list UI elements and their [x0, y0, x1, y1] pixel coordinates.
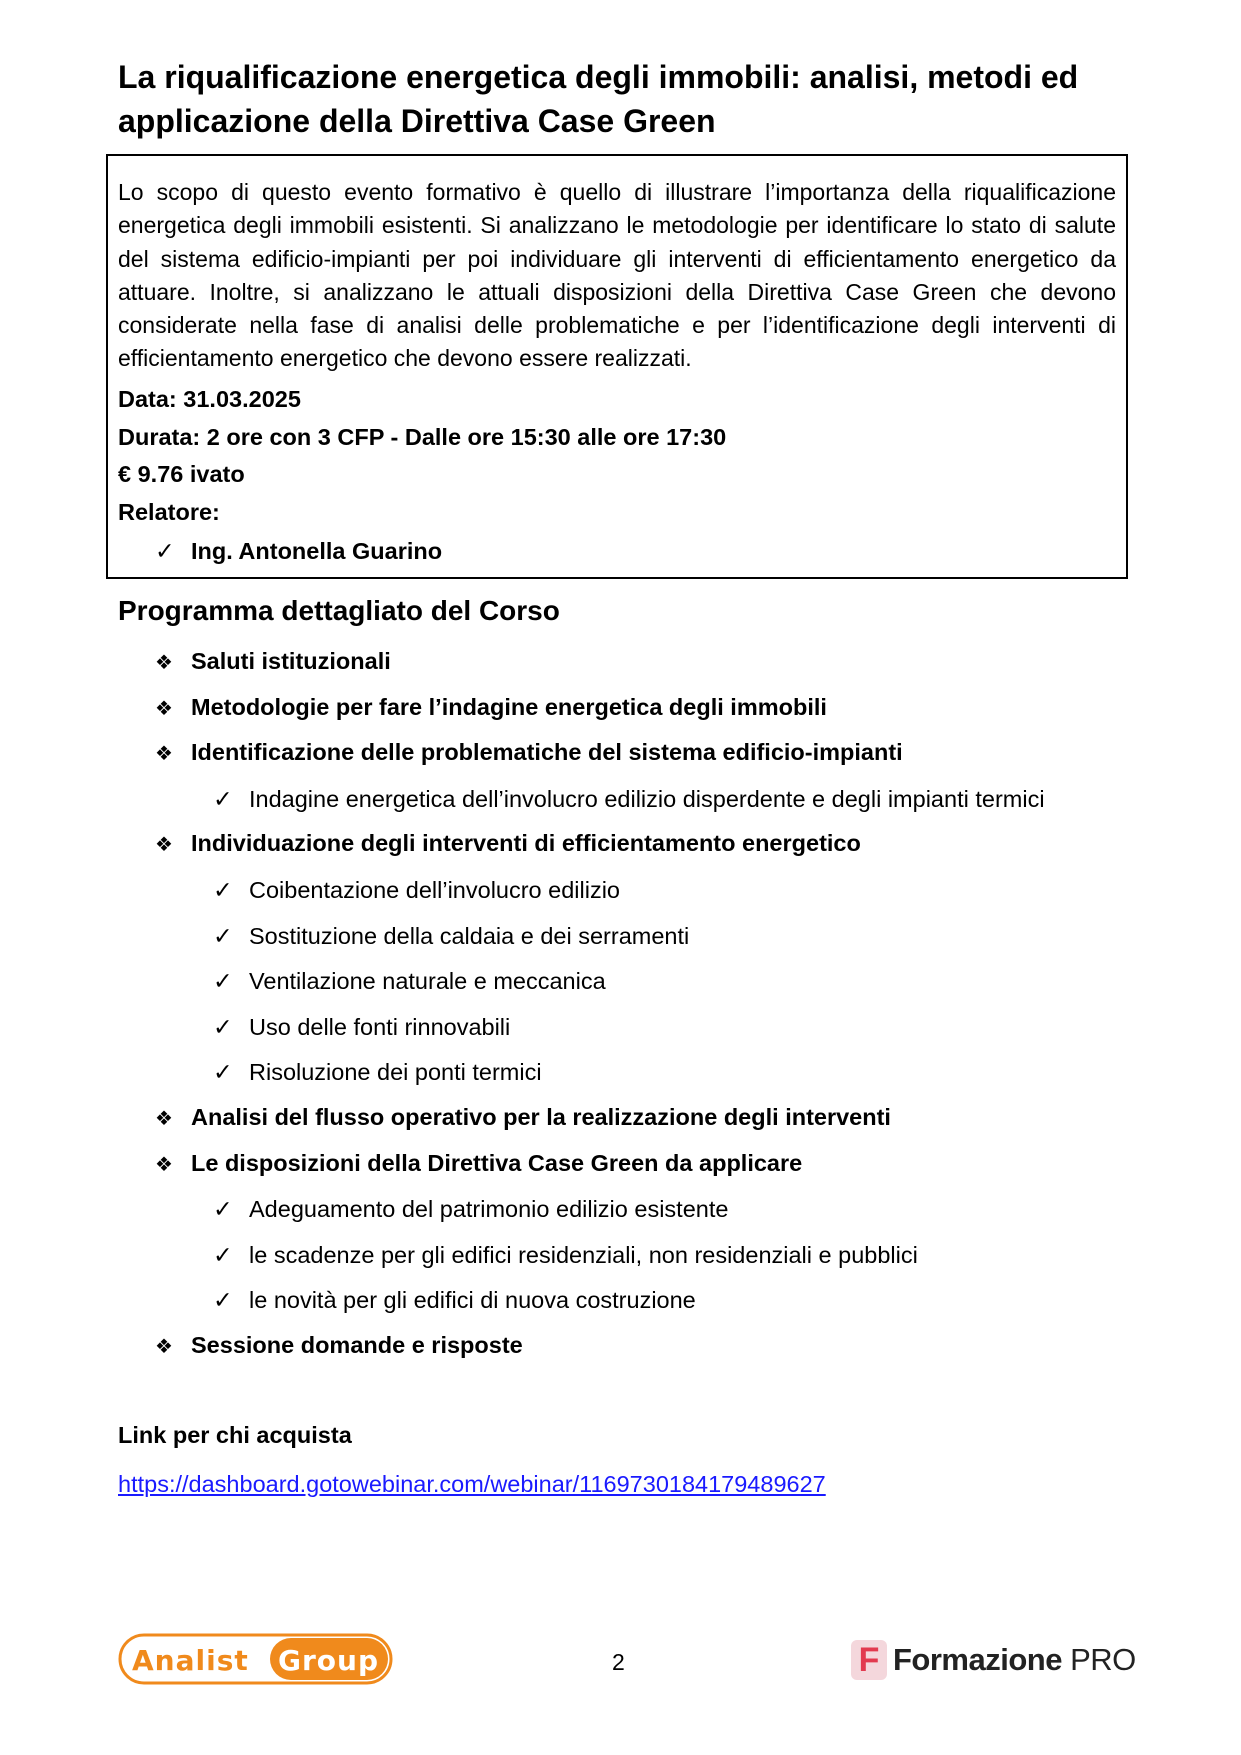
diamond-bullet-icon: ❖ [155, 652, 173, 674]
program-item [155, 1104, 891, 1131]
program-item-text: le novità per gli edifici di nuova costruzione [249, 1287, 696, 1314]
formazione-brand-text: Formazione [893, 1642, 1062, 1677]
program-title: Programma dettagliato del Corso [118, 595, 560, 626]
analistgroup-logo [118, 1633, 393, 1685]
program-item-text: Adeguamento del patrimonio edilizio esistente [249, 1196, 729, 1223]
checkmark-icon: ✓ [213, 785, 233, 812]
diamond-bullet-icon: ❖ [155, 743, 173, 766]
svg-text:Analist: Analist [132, 1644, 249, 1677]
program-subitem [213, 1241, 918, 1269]
program-item-text: Saluti istituzionali [191, 648, 391, 674]
event-date: Data: 31.03.2025 [118, 386, 301, 412]
diamond-bullet-icon: ❖ [155, 1108, 173, 1130]
program-subitem [213, 1058, 542, 1086]
program-subitem [213, 876, 620, 904]
webinar-link[interactable]: https://dashboard.gotowebinar.com/webinar/1169730184179489627 [118, 1471, 826, 1497]
program-item [155, 648, 391, 675]
event-duration: Durata: 2 ore con 3 CFP - Dalle ore 15:30 alle ore 17:30 [118, 424, 727, 450]
formazione-pro-text: PRO [1070, 1642, 1136, 1677]
program-item-text: Identificazione delle problematiche del sistema edificio-impianti [191, 739, 903, 766]
program-item-text: Sostituzione della caldaia e dei serramenti [249, 922, 690, 949]
diamond-bullet-icon: ❖ [155, 834, 173, 857]
formazione-f-icon: F [851, 1640, 887, 1680]
program-item-text: Risoluzione dei ponti termici [249, 1059, 542, 1086]
program-item-text: Sessione domande e risposte [191, 1332, 523, 1358]
program-item [155, 830, 861, 857]
checkmark-icon: ✓ [213, 1196, 233, 1223]
program-item-text: Analisi del flusso operativo per la realizzazione degli interventi [191, 1104, 891, 1130]
program-item [155, 739, 903, 766]
formazionepro-logo [851, 1638, 1136, 1682]
diamond-bullet-icon: ❖ [155, 1153, 173, 1176]
diamond-bullet-icon: ❖ [155, 1336, 173, 1358]
checkmark-icon: ✓ [213, 1241, 233, 1268]
svg-text:Group: Group [278, 1644, 380, 1677]
program-item-text: Uso delle fonti rinnovabili [249, 1013, 511, 1040]
program-subitem [213, 922, 689, 950]
program-item-text: Le disposizioni della Direttiva Case Green da applicare [191, 1149, 803, 1176]
checkmark-icon: ✓ [213, 922, 233, 949]
speaker-name: Ing. Antonella Guarino [191, 538, 443, 564]
page-number: 2 [612, 1649, 625, 1675]
intro-paragraph: Lo scopo di questo evento formativo è quello di illustrare l’importanza della riqualificazione energetica degli immobili esistenti. Si analizzano le metodologie per identificare lo stato di salute del sistema edificio-impianti per poi individuare gli interventi di efficientamento energetico da attuare. Inoltre, si analizzano le attuali disposizioni della Direttiva Case Green che devono considerate nella fase di analisi delle problematiche e per l’identificazione degli interventi di efficientamento energetico che devono essere realizzati. [118, 179, 1116, 372]
checkmark-icon: ✓ [213, 877, 233, 903]
program-item [155, 694, 827, 721]
link-label: Link per chi acquista [118, 1422, 352, 1448]
program-item-text: le scadenze per gli edifici residenziali, non residenziali e pubblici [249, 1241, 918, 1268]
program-subitem [213, 967, 606, 995]
program-item-text: Indagine energetica dell’involucro edilizio disperdente e degli impianti termici [249, 785, 1045, 812]
program-item [155, 1332, 523, 1359]
speaker-entry [155, 537, 442, 565]
program-subitem [213, 1013, 510, 1041]
program-item-text: Coibentazione dell’involucro edilizio [249, 877, 620, 903]
checkmark-icon: ✓ [213, 1287, 233, 1314]
diamond-bullet-icon: ❖ [155, 697, 173, 720]
document-title: La riqualificazione energetica degli immobili: analisi, metodi ed applicazione della Direttiva Case Green [118, 59, 1079, 139]
checkmark-icon: ✓ [213, 1013, 233, 1040]
speaker-label: Relatore: [118, 499, 220, 525]
program-subitem [213, 1195, 728, 1223]
checkmark-icon: ✓ [155, 538, 175, 564]
program-item [155, 1150, 802, 1177]
event-price: € 9.76 ivato [118, 461, 245, 487]
program-item-text: Individuazione degli interventi di efficientamento energetico [191, 830, 861, 857]
checkmark-icon: ✓ [213, 1059, 233, 1086]
program-subitem [213, 785, 1045, 813]
checkmark-icon: ✓ [213, 968, 233, 995]
program-item-text: Ventilazione naturale e meccanica [249, 968, 606, 995]
program-subitem [213, 1286, 696, 1314]
program-item-text: Metodologie per fare l’indagine energetica degli immobili [191, 693, 827, 720]
